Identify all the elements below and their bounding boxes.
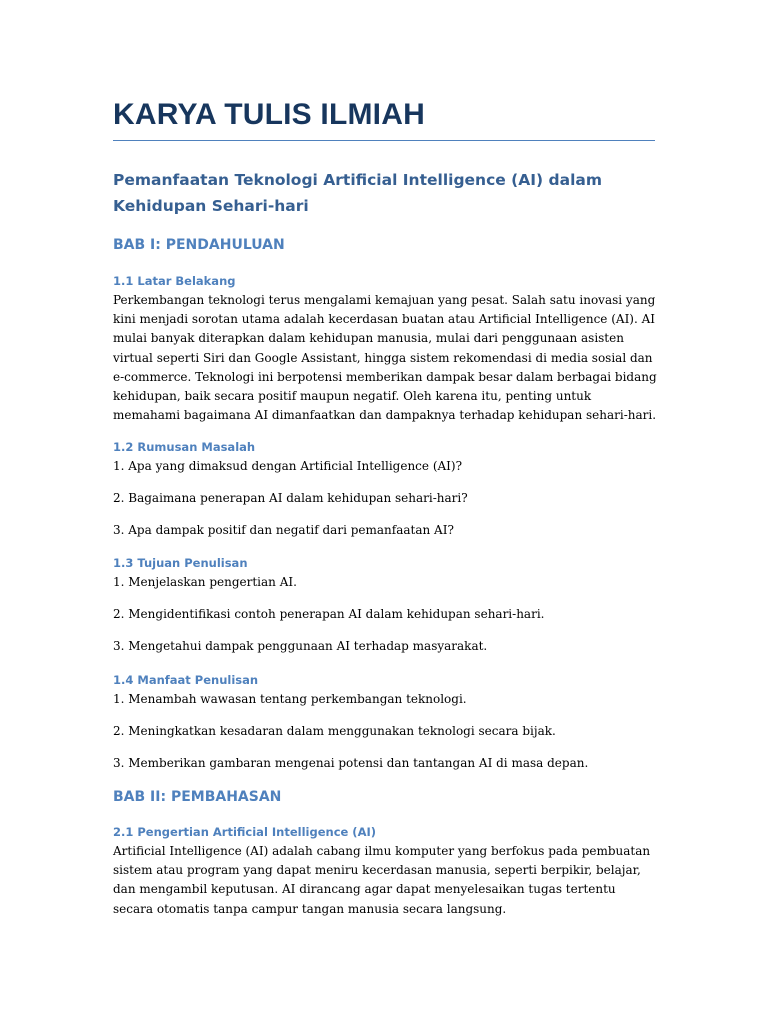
list-item: 3. Memberikan gambaran mengenai potensi dan tantangan AI di masa depan. <box>113 756 589 770</box>
section-1-2-heading: 1.2 Rumusan Masalah <box>113 440 256 454</box>
list-item: 1. Apa yang dimaksud dengan Artificial Intelligence (AI)? <box>113 459 463 473</box>
list-item: 2. Bagaimana penerapan AI dalam kehidupan sehari-hari? <box>113 491 468 505</box>
bab2-heading: BAB II: PEMBAHASAN <box>113 789 282 805</box>
list-item: 3. Apa dampak positif dan negatif dari pemanfaatan AI? <box>113 523 454 537</box>
list-item: 2. Meningkatkan kesadaran dalam menggunakan teknologi secara bijak. <box>113 724 556 738</box>
section-2-1-heading: 2.1 Pengertian Artificial Intelligence (AI) <box>113 825 377 839</box>
bab1-heading: BAB I: PENDAHULUAN <box>113 237 285 253</box>
list-item: 1. Menambah wawasan tentang perkembangan teknologi. <box>113 692 467 706</box>
section-2-1-paragraph: Artificial Intelligence (AI) adalah cabang ilmu komputer yang berfokus pada pembuatan sistem atau program yang dapat meniru kecerdasan manusia, seperti berpikir, belajar, dan mengambil keputusan. AI dirancang agar dapat menyelesaikan tugas tertentu secara otomatis tanpa campur tangan manusia secara langsung. <box>113 844 651 916</box>
list-item: 1. Menjelaskan pengertian AI. <box>113 575 297 589</box>
section-1-3-heading: 1.3 Tujuan Penulisan <box>113 556 248 570</box>
list-item: 3. Mengetahui dampak penggunaan AI terhadap masyarakat. <box>113 639 488 653</box>
title-underline <box>113 140 655 141</box>
section-1-1-paragraph: Perkembangan teknologi terus mengalami kemajuan yang pesat. Salah satu inovasi yang kini menjadi sorotan utama adalah kecerdasan buatan atau Artificial Intelligence (AI). AI mulai banyak diterapkan dalam kehidupan manusia, mulai dari penggunaan asisten virtual seperti Siri dan Google Assistant, hingga sistem rekomendasi di media sosial dan e-commerce. Teknologi ini berpotensi memberikan dampak besar dalam berbagai bidang kehidupan, baik secara positif maupun negatif. Oleh karena itu, penting untuk memahami bagaimana AI dimanfaatkan dan dampaknya terhadap kehidupan sehari-hari. <box>113 293 657 423</box>
section-1-4-heading: 1.4 Manfaat Penulisan <box>113 673 259 687</box>
section-1-1-heading: 1.1 Latar Belakang <box>113 274 236 288</box>
list-item: 2. Mengidentifikasi contoh penerapan AI dalam kehidupan sehari-hari. <box>113 607 545 621</box>
document-subtitle: Pemanfaatan Teknologi Artificial Intelligence (AI) dalam Kehidupan Sehari-hari <box>113 171 602 215</box>
document-title: KARYA TULIS ILMIAH <box>113 98 425 131</box>
